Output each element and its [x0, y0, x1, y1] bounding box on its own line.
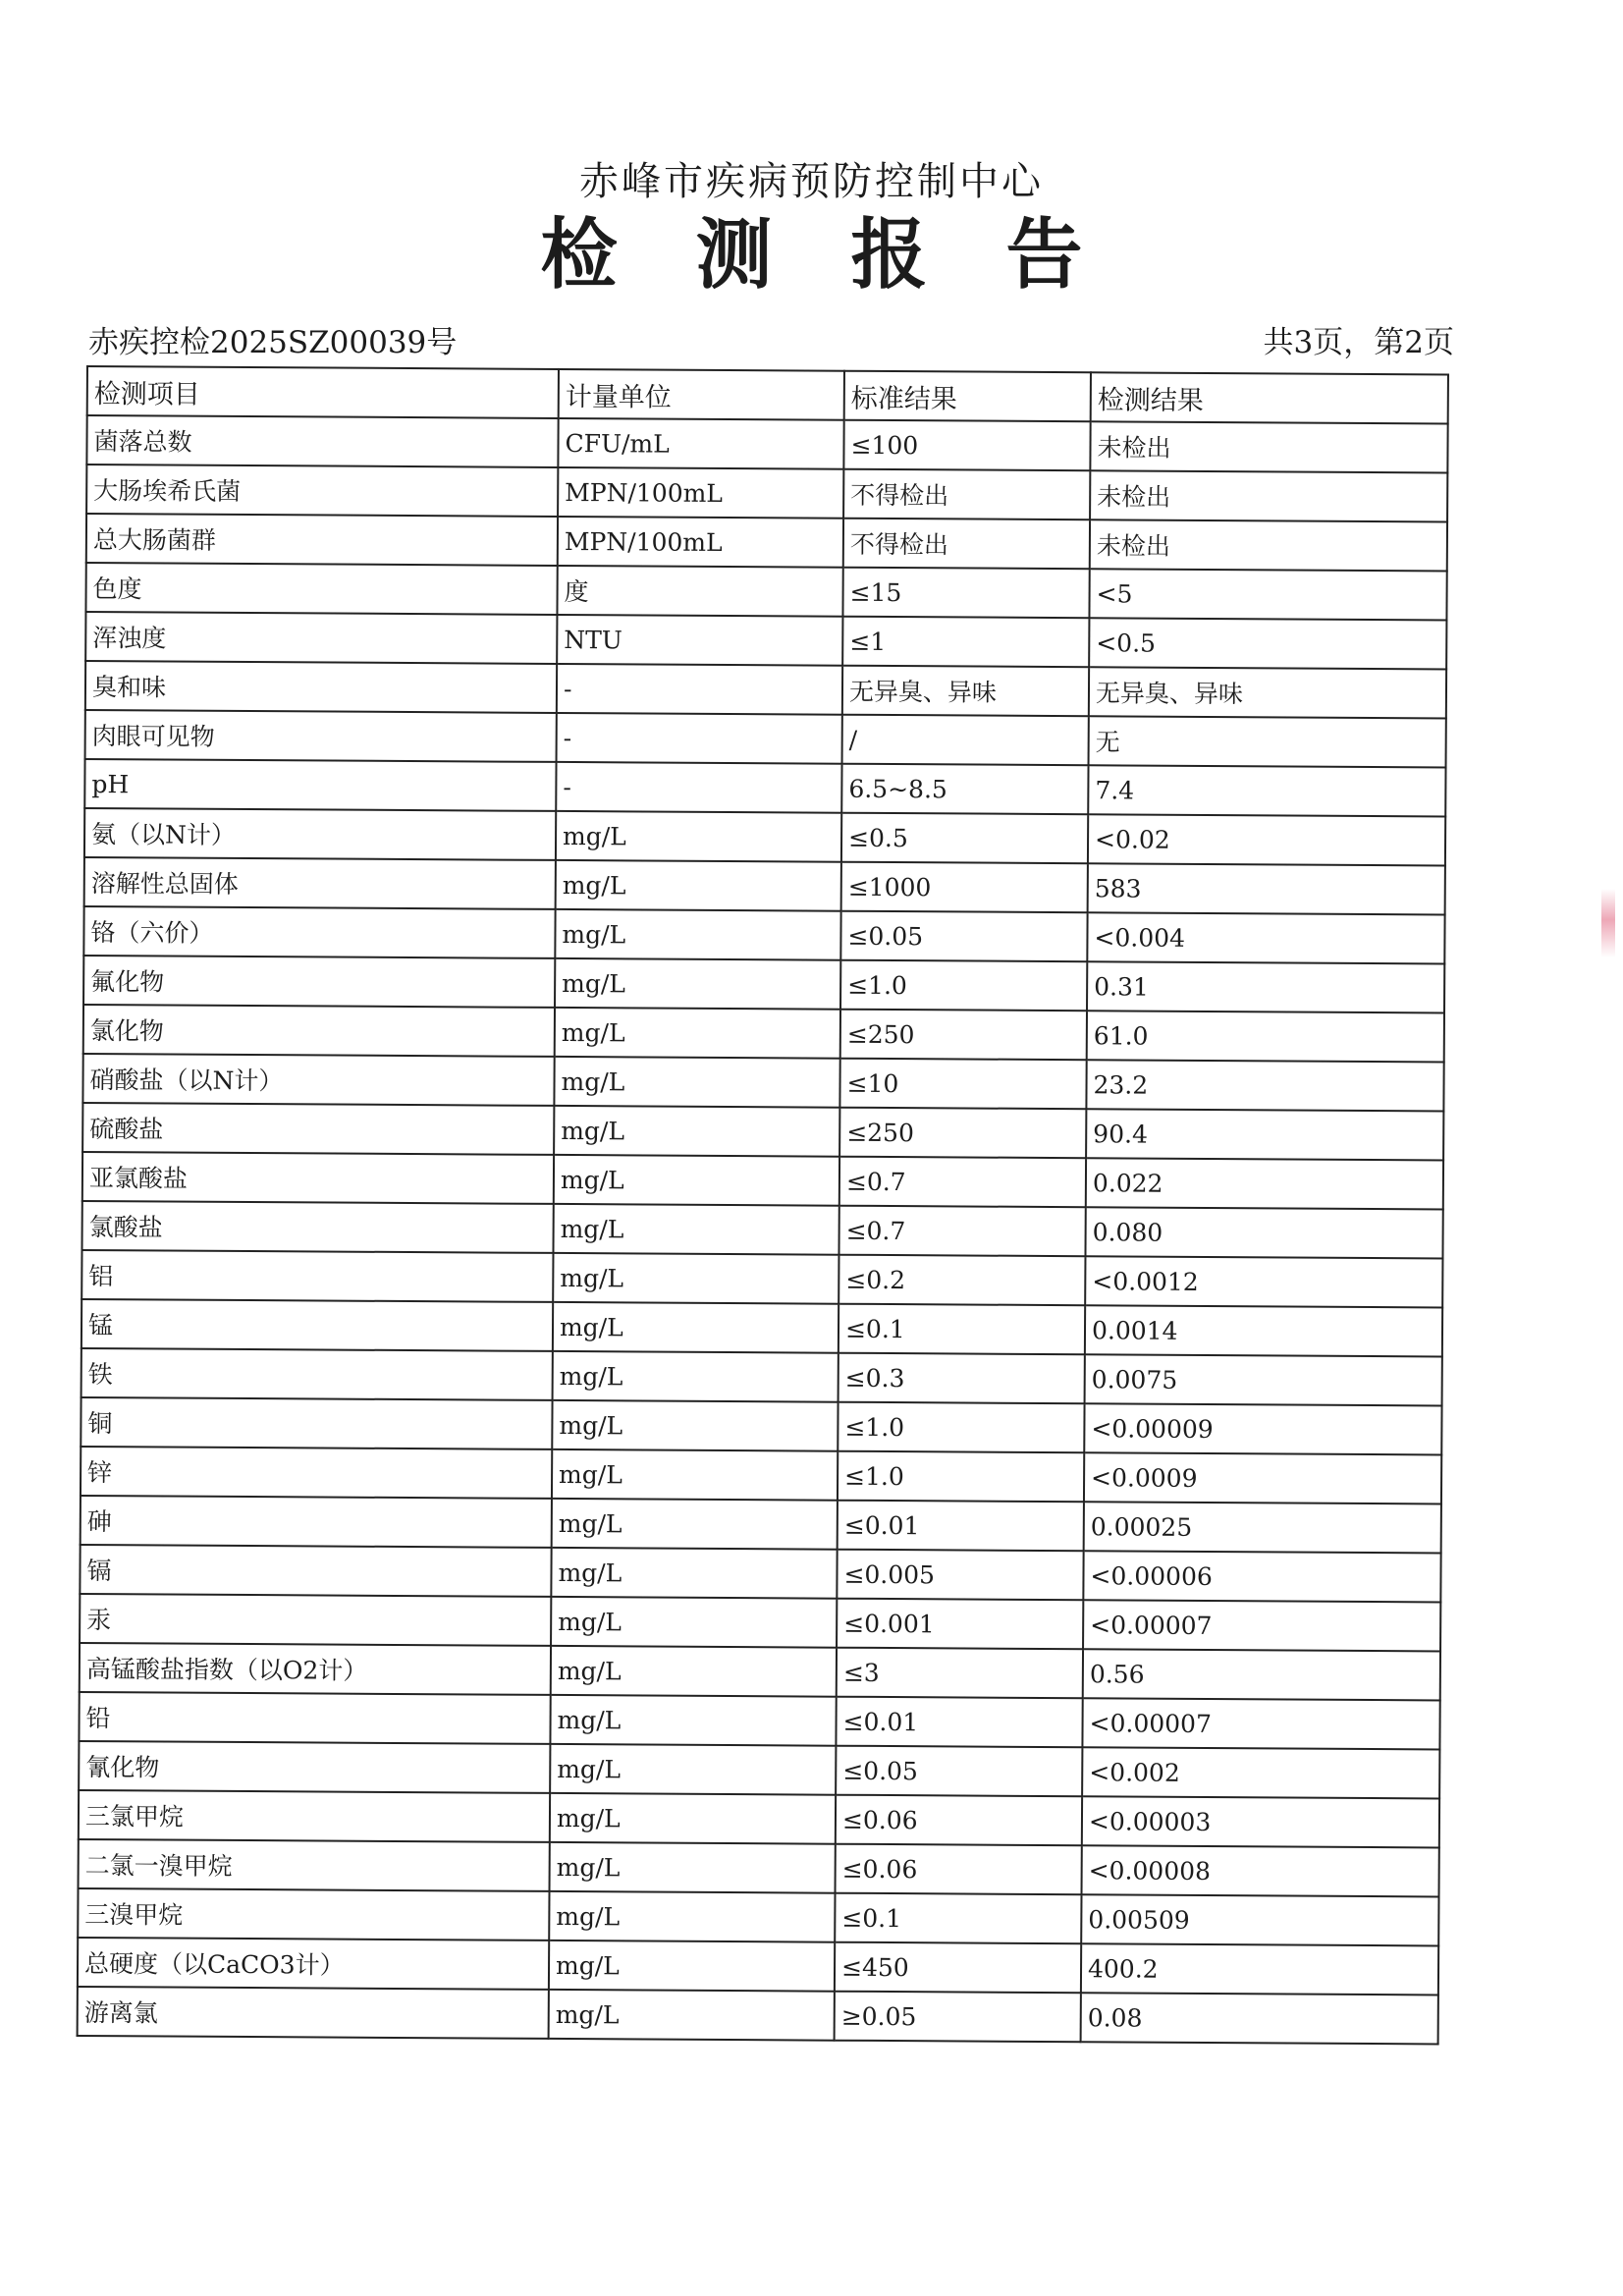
cell-unit: mg/L [551, 1548, 837, 1599]
table-row [79, 1692, 1439, 1749]
document-title: 检测报告 [540, 210, 1162, 300]
table-row [84, 808, 1445, 865]
cell-standard: ≤10 [839, 1059, 1086, 1110]
table-row [80, 1594, 1440, 1651]
cell-standard: ≤0.06 [836, 1844, 1082, 1895]
cell-item: 锌 [81, 1447, 552, 1499]
table-row [83, 906, 1444, 963]
cell-item: 浑浊度 [85, 612, 557, 664]
results-table-body [78, 415, 1448, 2044]
cell-standard: ≤0.01 [836, 1697, 1082, 1748]
cell-unit: mg/L [555, 909, 840, 960]
cell-standard: / [842, 715, 1089, 766]
cell-standard: ≤0.1 [835, 1893, 1081, 1944]
table-row [84, 759, 1445, 816]
table-row [85, 612, 1446, 669]
cell-unit: - [556, 762, 841, 813]
table-row [81, 1447, 1441, 1503]
table-row [79, 1839, 1439, 1896]
cell-item: 氨（以N计） [84, 808, 556, 860]
table-row [82, 1054, 1443, 1111]
table-row [85, 710, 1446, 767]
cell-standard: 6.5~8.5 [841, 764, 1088, 815]
cell-unit: mg/L [552, 1449, 838, 1501]
cell-unit: mg/L [553, 1351, 839, 1402]
cell-result: <0.00003 [1082, 1796, 1439, 1847]
cell-standard: ≤100 [843, 420, 1090, 471]
cell-item: 总硬度（以CaCO3计） [78, 1938, 549, 1990]
table-row [78, 1987, 1438, 2044]
table-row [86, 465, 1447, 521]
table-row [81, 1299, 1442, 1356]
table-row [81, 1496, 1441, 1553]
cell-standard: ≤0.05 [840, 911, 1087, 962]
cell-item: 总大肠菌群 [86, 514, 558, 566]
table-row [81, 1250, 1442, 1307]
cell-unit: mg/L [550, 1793, 836, 1844]
cell-result: <0.0012 [1085, 1256, 1442, 1307]
cell-unit: NTU [557, 615, 842, 666]
table-row [85, 661, 1446, 718]
cell-result: 0.31 [1087, 961, 1444, 1012]
cell-unit: mg/L [556, 860, 841, 911]
cell-result: 23.2 [1086, 1060, 1443, 1111]
cell-standard: ≤1 [842, 617, 1089, 668]
cell-result: 0.0014 [1085, 1305, 1442, 1356]
cell-unit: mg/L [550, 1842, 836, 1893]
table-row [78, 1938, 1438, 1995]
cell-standard: ≤250 [840, 1010, 1087, 1061]
cell-item: 氟化物 [83, 956, 555, 1008]
cell-unit: mg/L [551, 1597, 837, 1648]
cell-item: 汞 [80, 1594, 551, 1646]
cell-item: 色度 [85, 563, 557, 615]
cell-standard: ≤1.0 [838, 1451, 1084, 1503]
cell-result: 0.0075 [1085, 1354, 1442, 1405]
cell-item: 铁 [81, 1348, 553, 1400]
cell-standard: 无异臭、异味 [842, 666, 1089, 717]
table-row [82, 1152, 1443, 1209]
table-row [79, 1790, 1439, 1847]
org-name: 赤峰市疾病预防控制中心 [579, 159, 1044, 204]
cell-result: 583 [1088, 863, 1445, 914]
cell-standard: ≤0.3 [839, 1353, 1085, 1404]
cell-standard: ≤15 [842, 568, 1089, 619]
cell-item: 氰化物 [79, 1741, 550, 1793]
cell-item: 肉眼可见物 [85, 710, 557, 762]
cell-unit: CFU/mL [558, 418, 843, 469]
cell-result: <0.004 [1087, 912, 1444, 963]
cell-result: 7.4 [1088, 765, 1445, 816]
cell-unit: mg/L [555, 1008, 840, 1059]
cell-result: 0.08 [1081, 1993, 1438, 2044]
header-row [87, 366, 1448, 423]
table-row [81, 1348, 1442, 1405]
cell-result: 未检出 [1090, 470, 1447, 521]
cell-result: <0.0009 [1084, 1452, 1441, 1503]
table-row [85, 563, 1446, 620]
cell-unit: mg/L [554, 1155, 839, 1206]
cell-unit: mg/L [549, 1891, 835, 1942]
cell-standard: ≤0.05 [836, 1746, 1082, 1797]
cell-unit: mg/L [550, 1744, 836, 1795]
cell-result: <0.02 [1088, 814, 1445, 865]
cell-standard: ≤1000 [841, 862, 1088, 913]
cell-item: 氯酸盐 [81, 1201, 553, 1253]
cell-standard: ≤0.001 [837, 1599, 1083, 1650]
cell-result: <0.00007 [1082, 1698, 1439, 1749]
cell-result: <0.00009 [1084, 1403, 1441, 1454]
cell-item: 大肠埃希氏菌 [86, 465, 558, 517]
cell-item: 铜 [81, 1397, 552, 1449]
cell-item: 二氯一溴甲烷 [79, 1839, 550, 1891]
table-row [83, 1005, 1444, 1062]
table-row [84, 857, 1445, 914]
cell-result: 0.00025 [1084, 1502, 1441, 1553]
cell-result: <0.00008 [1082, 1845, 1439, 1896]
cell-standard: ≤0.5 [841, 813, 1088, 864]
cell-unit: mg/L [554, 1057, 839, 1108]
cell-result: 0.022 [1086, 1158, 1443, 1209]
cell-item: 三氯甲烷 [79, 1790, 550, 1842]
cell-result: 0.00509 [1081, 1894, 1438, 1945]
cell-item: 游离氯 [78, 1987, 549, 2039]
cell-unit: mg/L [552, 1400, 838, 1451]
table-row [86, 415, 1447, 472]
cell-standard: ≤0.7 [839, 1206, 1085, 1257]
cell-standard: ≤0.005 [837, 1550, 1083, 1601]
cell-item: 硝酸盐（以N计） [82, 1054, 554, 1106]
page-indicator: 共3页，第2页 [1263, 325, 1454, 360]
table-row [83, 956, 1444, 1012]
cell-result: <5 [1089, 569, 1446, 620]
table-row [78, 1888, 1438, 1945]
cell-item: 砷 [81, 1496, 552, 1548]
cell-item: 三溴甲烷 [78, 1888, 549, 1941]
cell-unit: - [557, 664, 842, 715]
cell-unit: mg/L [549, 1990, 835, 2041]
cell-result: <0.00007 [1083, 1600, 1440, 1651]
column-header-result: 检测结果 [1091, 372, 1448, 423]
cell-standard: ≤0.1 [839, 1304, 1085, 1355]
cell-item: pH [84, 759, 556, 811]
cell-result: 90.4 [1086, 1109, 1443, 1160]
cell-item: 臭和味 [85, 661, 557, 713]
cell-item: 高锰酸盐指数（以O2计） [80, 1643, 551, 1695]
cell-item: 镉 [80, 1545, 551, 1597]
cell-unit: 度 [557, 566, 842, 617]
cell-item: 锰 [81, 1299, 553, 1351]
cell-standard: ≤250 [839, 1108, 1086, 1159]
cell-standard: ≤0.2 [839, 1255, 1085, 1306]
results-table-header [87, 366, 1448, 423]
cell-standard: 不得检出 [843, 469, 1090, 520]
cell-unit: - [557, 713, 842, 764]
cell-item: 铅 [79, 1692, 550, 1744]
cell-unit: mg/L [550, 1695, 836, 1746]
column-header-item: 检测项目 [87, 366, 559, 418]
cell-result: 0.080 [1085, 1207, 1442, 1258]
cell-standard: ≤1.0 [840, 960, 1087, 1011]
cell-item: 硫酸盐 [82, 1103, 554, 1155]
stamp-edge-mark [1601, 889, 1615, 957]
cell-standard: ≤450 [835, 1942, 1081, 1994]
cell-unit: MPN/100mL [558, 467, 843, 519]
report-number: 赤疾控检2025SZ00039号 [88, 325, 458, 360]
cell-standard: 不得检出 [843, 519, 1090, 570]
cell-item: 氯化物 [83, 1005, 555, 1057]
table-row [86, 514, 1447, 571]
cell-unit: mg/L [553, 1204, 839, 1255]
cell-standard: ≤0.7 [839, 1157, 1086, 1208]
cell-standard: ≥0.05 [835, 1992, 1081, 2043]
cell-result: <0.002 [1082, 1747, 1439, 1798]
cell-result: 无异臭、异味 [1089, 667, 1446, 718]
cell-result: 0.56 [1083, 1649, 1440, 1700]
table-row [80, 1545, 1440, 1602]
results-table [77, 365, 1449, 2045]
column-header-standard: 标准结果 [844, 371, 1091, 422]
cell-result: <0.5 [1089, 618, 1446, 669]
cell-standard: ≤3 [837, 1648, 1083, 1699]
cell-standard: ≤0.01 [838, 1501, 1084, 1552]
cell-item: 亚氯酸盐 [82, 1152, 554, 1204]
table-row [82, 1103, 1443, 1160]
cell-item: 铬（六价） [83, 906, 555, 958]
cell-item: 铝 [81, 1250, 553, 1302]
cell-unit: mg/L [553, 1253, 839, 1304]
cell-result: 61.0 [1087, 1011, 1444, 1062]
cell-unit: mg/L [549, 1941, 835, 1992]
table-row [81, 1201, 1442, 1258]
cell-unit: mg/L [553, 1302, 839, 1353]
cell-item: 菌落总数 [86, 415, 558, 467]
cell-result: 未检出 [1090, 421, 1447, 472]
cell-unit: mg/L [552, 1499, 838, 1550]
cell-result: <0.00006 [1083, 1551, 1440, 1602]
cell-standard: ≤1.0 [838, 1402, 1084, 1453]
cell-unit: MPN/100mL [558, 517, 843, 568]
table-row [80, 1643, 1440, 1700]
cell-unit: mg/L [551, 1646, 837, 1697]
cell-item: 溶解性总固体 [84, 857, 556, 909]
cell-unit: mg/L [555, 958, 840, 1010]
column-header-unit: 计量单位 [559, 369, 844, 420]
cell-result: 400.2 [1081, 1943, 1438, 1995]
cell-result: 未检出 [1090, 519, 1447, 571]
cell-result: 无 [1089, 716, 1446, 767]
cell-unit: mg/L [556, 811, 841, 862]
cell-standard: ≤0.06 [836, 1795, 1082, 1846]
table-row [81, 1397, 1441, 1454]
cell-unit: mg/L [554, 1106, 839, 1157]
table-row [79, 1741, 1439, 1798]
